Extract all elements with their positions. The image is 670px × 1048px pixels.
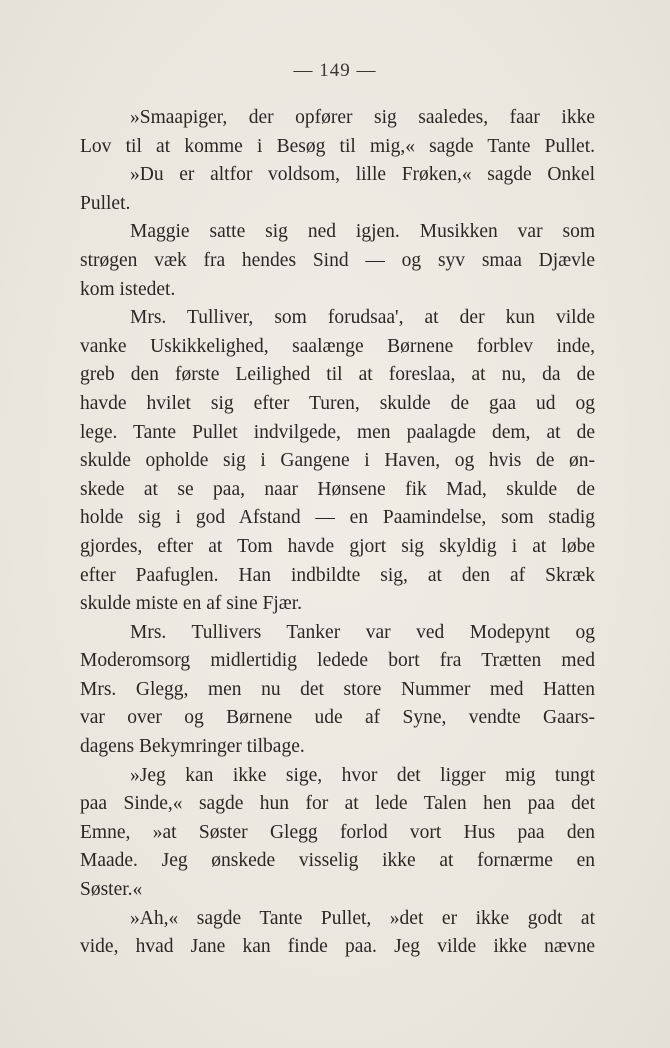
text-line: Søster.«	[80, 879, 143, 901]
text-line: Maade. Jeg ønskede visselig ikke at fornærme en	[80, 850, 595, 872]
text-line: Mrs. Tullivers Tanker var ved Modepynt og	[130, 621, 595, 643]
text-line: kom istedet.	[80, 278, 176, 300]
text-line: paa Sinde,« sagde hun for at lede Talen hen paa det	[80, 793, 595, 815]
text-line: gjordes, efter at Tom havde gjort sig skyldig i at løbe	[80, 535, 595, 557]
text-line: »Ah,« sagde Tante Pullet, »det er ikke godt at	[130, 907, 595, 929]
text-line: Emne, »at Søster Glegg forlod vort Hus paa den	[80, 821, 595, 843]
page-number: — 149 —	[293, 60, 377, 81]
text-line: efter Paafuglen. Han indbildte sig, at den af Skræk	[80, 564, 595, 586]
body-text	[80, 104, 595, 962]
text-line: »Du er altfor voldsom, lille Frøken,« sagde Onkel	[130, 164, 595, 186]
text-line: lege. Tante Pullet indvilgede, men paalagde dem, at de	[80, 421, 595, 443]
text-line: vanke Uskikkelighed, saalænge Børnene forblev inde,	[80, 335, 595, 357]
text-line: var over og Børnene ude af Syne, vendte Gaars-	[80, 707, 595, 729]
text-line: havde hvilet sig efter Turen, skulde de gaa ud og	[80, 392, 595, 414]
text-line: Moderomsorg midlertidig ledede bort fra Trætten med	[80, 650, 595, 672]
text-line: vide, hvad Jane kan finde paa. Jeg vilde ikke nævne	[80, 936, 595, 958]
text-line: strøgen væk fra hendes Sind — og syv smaa Djævle	[80, 249, 595, 271]
text-line: dagens Bekymringer tilbage.	[80, 736, 305, 758]
text-line: holde sig i god Afstand — en Paamindelse, som stadig	[80, 507, 595, 529]
text-line: Maggie satte sig ned igjen. Musikken var som	[130, 221, 595, 243]
text-line: skede at se paa, naar Hønsene fik Mad, skulde de	[80, 478, 595, 500]
text-line: skulde opholde sig i Gangene i Haven, og hvis de øn-	[80, 450, 595, 472]
text-line: Pullet.	[80, 192, 131, 214]
text-line: greb den første Leilighed til at foreslaa, at nu, da de	[80, 364, 595, 386]
text-line: Mrs. Glegg, men nu det store Nummer med Hatten	[80, 678, 595, 700]
text-line: »Smaapiger, der opfører sig saaledes, faar ikke	[130, 107, 595, 128]
text-line: skulde miste en af sine Fjær.	[80, 593, 303, 615]
text-line: Lov til at komme i Besøg til mig,« sagde Tante Pullet.	[80, 135, 595, 157]
text-line: Mrs. Tulliver, som forudsaa', at der kun vilde	[130, 307, 595, 329]
text-line: »Jeg kan ikke sige, hvor det ligger mig tungt	[130, 764, 595, 786]
